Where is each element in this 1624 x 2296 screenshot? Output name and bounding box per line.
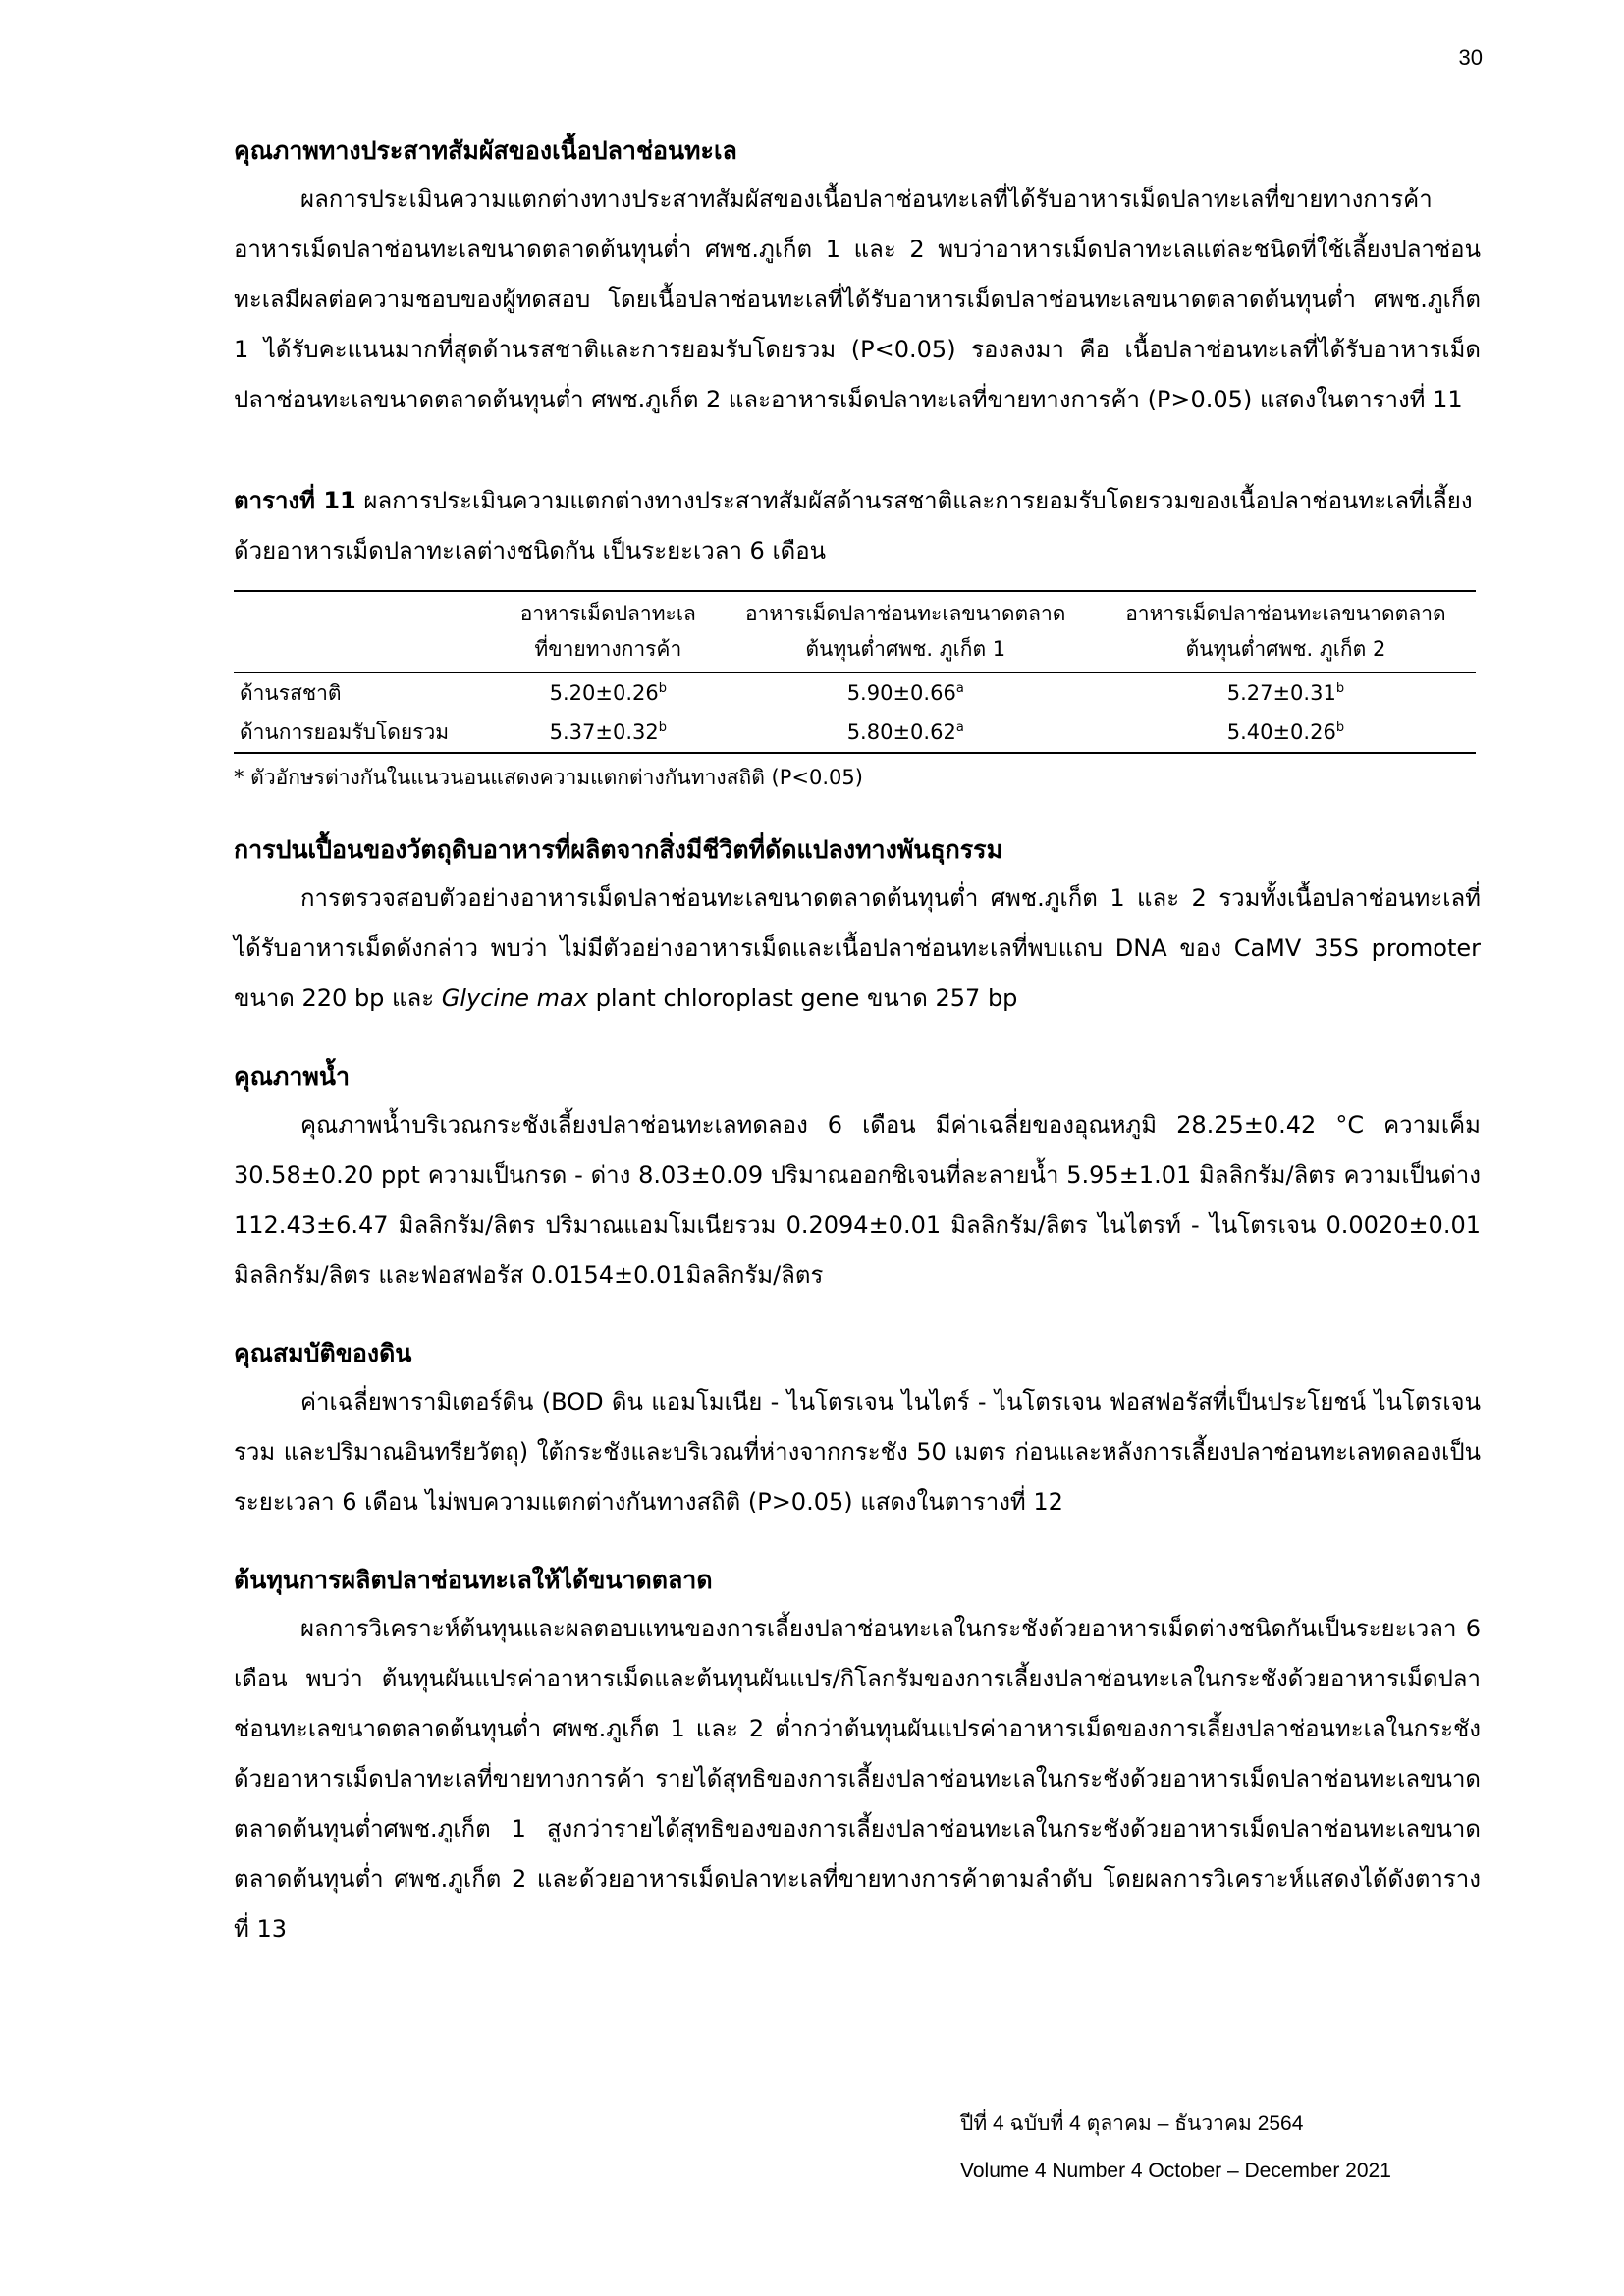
paragraph-sensory: ผลการประเมินความแตกต่างทางประสาทสัมผัสของเนื้อปลาช่อนทะเลที่ได้รับอาหารเม็ดปลาทะเลที่ขายทางการค้า อาหารเม็ดปลาช่อนทะเลขนาดตลาดต้นทุนต่ำ ศพช.ภูเก็ต 1 และ 2 พบว่าอาหารเม็ดปลาทะเลแต่ละชนิดที่ใช้เลี้ยงปลาช่อนทะเลมีผลต่อความชอบของผู้ทดสอบ โดยเนื้อปลาช่อนทะเลที่ได้รับอาหารเม็ดปลาช่อนทะเลขนาดตลาดต้นทุนต่ำ ศพช.ภูเก็ต 1 ได้รับคะแนนมากที่สุดด้านรสชาติและการยอมรับโดยรวม (P<0.05) รองลงมา คือ เนื้อปลาช่อนทะเลที่ได้รับอาหารเม็ดปลาช่อนทะเลขนาดตลาดต้นทุนต่ำ ศพช.ภูเก็ต 2 และอาหารเม็ดปลาทะเลที่ขายทางการค้า (P>0.05) แสดงในตารางที่ 11 [234, 186, 1481, 413]
table-11-label: ตารางที่ 11 [234, 487, 356, 514]
paragraph-water: คุณภาพน้ำบริเวณกระชังเลี้ยงปลาช่อนทะเลทดลอง 6 เดือน มีค่าเฉลี่ยของอุณหภูมิ 28.25±0.42 °C ความเค็ม 30.58±0.20 ppt ความเป็นกรด - ด่าง 8.03±0.09 ปริมาณออกซิเจนที่ละลายน้ำ 5.95±1.01 มิลลิกรัม/ลิตร ความเป็นด่าง 112.43±6.47 มิลลิกรัม/ลิตร ปริมาณแอมโมเนียรวม 0.2094±0.01 มิลลิกรัม/ลิตร ไนไตรท์ - ไนโตรเจน 0.0020±0.01 มิลลิกรัม/ลิตร และฟอสฟอรัส 0.0154±0.01มิลลิกรัม/ลิตร [234, 1111, 1481, 1289]
table-cell: 5.80±0.62$^a$ [716, 713, 1096, 753]
row-label: ด้านการยอมรับโดยรวม [234, 713, 501, 753]
table-header-row [234, 591, 1476, 673]
table-cell: 5.37±0.32$^b$ [501, 713, 716, 753]
section-heading-water: คุณภาพน้ำ [234, 1062, 351, 1091]
section-heading-sensory: คุณภาพทางประสาทสัมผัสของเนื้อปลาช่อนทะเล [234, 136, 737, 165]
page-content [234, 128, 1481, 1954]
table-header-col-2: อาหารเม็ดปลาช่อนทะเลขนาดตลาด ต้นทุนต่ำศพช. ภูเก็ต 1 [716, 591, 1096, 673]
paragraph-gmo: การตรวจสอบตัวอย่างอาหารเม็ดปลาช่อนทะเลขนาดตลาดต้นทุนต่ำ ศพช.ภูเก็ต 1 และ 2 รวมทั้งเนื้อปลาช่อนทะเลที่ได้รับอาหารเม็ดดังกล่าว พบว่า ไม่มีตัวอย่างอาหารเม็ดและเนื้อปลาช่อนทะเลที่พบแถบ DNA ของ CaMV 35S promoter ขนาด 220 bp และ Glycine max plant chloroplast gene ขนาด 257 bp [234, 884, 1481, 1012]
table-11-caption [234, 476, 1481, 576]
table-cell: 5.27±0.31$^b$ [1226, 681, 1345, 705]
table-row [234, 673, 1476, 714]
paragraph-soil: ค่าเฉลี่ยพารามิเตอร์ดิน (BOD ดิน แอมโมเนีย - ไนโตรเจน ไนไตร์ - ไนโตรเจน ฟอสฟอรัสที่เป็นประโยชน์ ไนโตรเจนรวม และปริมาณอินทรียวัตถุ) ใต้กระชังและบริเวณที่ห่างจากกระชัง 50 เมตร ก่อนและหลังการเลี้ยงปลาช่อนทะเลทดลองเป็นระยะเวลา 6 เดือน ไม่พบความแตกต่างกันทางสถิติ (P>0.05) แสดงในตารางที่ 12 [234, 1388, 1481, 1516]
row-label: ด้านรสชาติ [240, 681, 342, 705]
table-11-note: * ตัวอักษรต่างกันในแนวนอนแสดงความแตกต่างกันทางสถิติ (P<0.05) [234, 766, 863, 789]
section-heading-soil: คุณสมบัติของดิน [234, 1339, 412, 1367]
table-header-empty [234, 591, 501, 673]
footer-english: Volume 4 Number 4 October – December 2021 [960, 2160, 1391, 2182]
section-heading-gmo: การปนเปื้อนของวัตถุดิบอาหารที่ผลิตจากสิ่งมีชีวิตที่ดัดแปลงทางพันธุกรรม [234, 835, 1003, 864]
table-11-caption-text: ผลการประเมินความแตกต่างทางประสาทสัมผัสด้านรสชาติและการยอมรับโดยรวมของเนื้อปลาช่อนทะเลที่เลี้ยงด้วยอาหารเม็ดปลาทะเลต่างชนิดกัน เป็นระยะเวลา 6 เดือน [234, 487, 1473, 564]
table-header-col-1: อาหารเม็ดปลาทะเล ที่ขายทางการค้า [501, 591, 716, 673]
species-name: Glycine max [441, 985, 588, 1012]
section-heading-cost: ต้นทุนการผลิตปลาช่อนทะเลให้ได้ขนาดตลาด [234, 1566, 713, 1594]
table-row [234, 713, 1476, 753]
table-header-col-3: อาหารเม็ดปลาช่อนทะเลขนาดตลาด ต้นทุนต่ำศพช. ภูเก็ต 2 [1096, 591, 1476, 673]
journal-footer [960, 2101, 1391, 2195]
paragraph-cost: ผลการวิเคราะห์ต้นทุนและผลตอบแทนของการเลี้ยงปลาช่อนทะเลในกระชังด้วยอาหารเม็ดต่างชนิดกันเป็นระยะเวลา 6 เดือน พบว่า ต้นทุนผันแปรค่าอาหารเม็ดและต้นทุนผันแปร/กิโลกรัมของการเลี้ยงปลาช่อนทะเลในกระชังด้วยอาหารเม็ดปลาช่อนทะเลขนาดตลาดต้นทุนต่ำ ศพช.ภูเก็ต 1 และ 2 ต่ำกว่าต้นทุนผันแปรค่าอาหารเม็ดของการเลี้ยงปลาช่อนทะเลในกระชังด้วยอาหารเม็ดปลาทะเลที่ขายทางการค้า รายได้สุทธิของการเลี้ยงปลาช่อนทะเลในกระชังด้วยอาหารเม็ดปลาช่อนทะเลขนาดตลาดต้นทุนต่ำศพช.ภูเก็ต 1 สูงกว่ารายได้สุทธิของของการเลี้ยงปลาช่อนทะเลในกระชังด้วยอาหารเม็ดปลาช่อนทะเลขนาดตลาดต้นทุนต่ำ ศพช.ภูเก็ต 2 และด้วยอาหารเม็ดปลาทะเลที่ขายทางการค้าตามลำดับ โดยผลการวิเคราะห์แสดงได้ดังตารางที่ 13 [234, 1615, 1481, 1943]
table-cell: 5.90±0.66$^a$ [846, 681, 964, 705]
footer-thai: ปีที่ 4 ฉบับที่ 4 ตุลาคม – ธันวาคม 2564 [960, 2112, 1304, 2135]
page-number: 30 [1458, 45, 1483, 70]
table-cell: 5.40±0.26$^b$ [1096, 713, 1476, 753]
table-11 [234, 590, 1476, 754]
table-cell: 5.20±0.26$^b$ [549, 681, 668, 705]
